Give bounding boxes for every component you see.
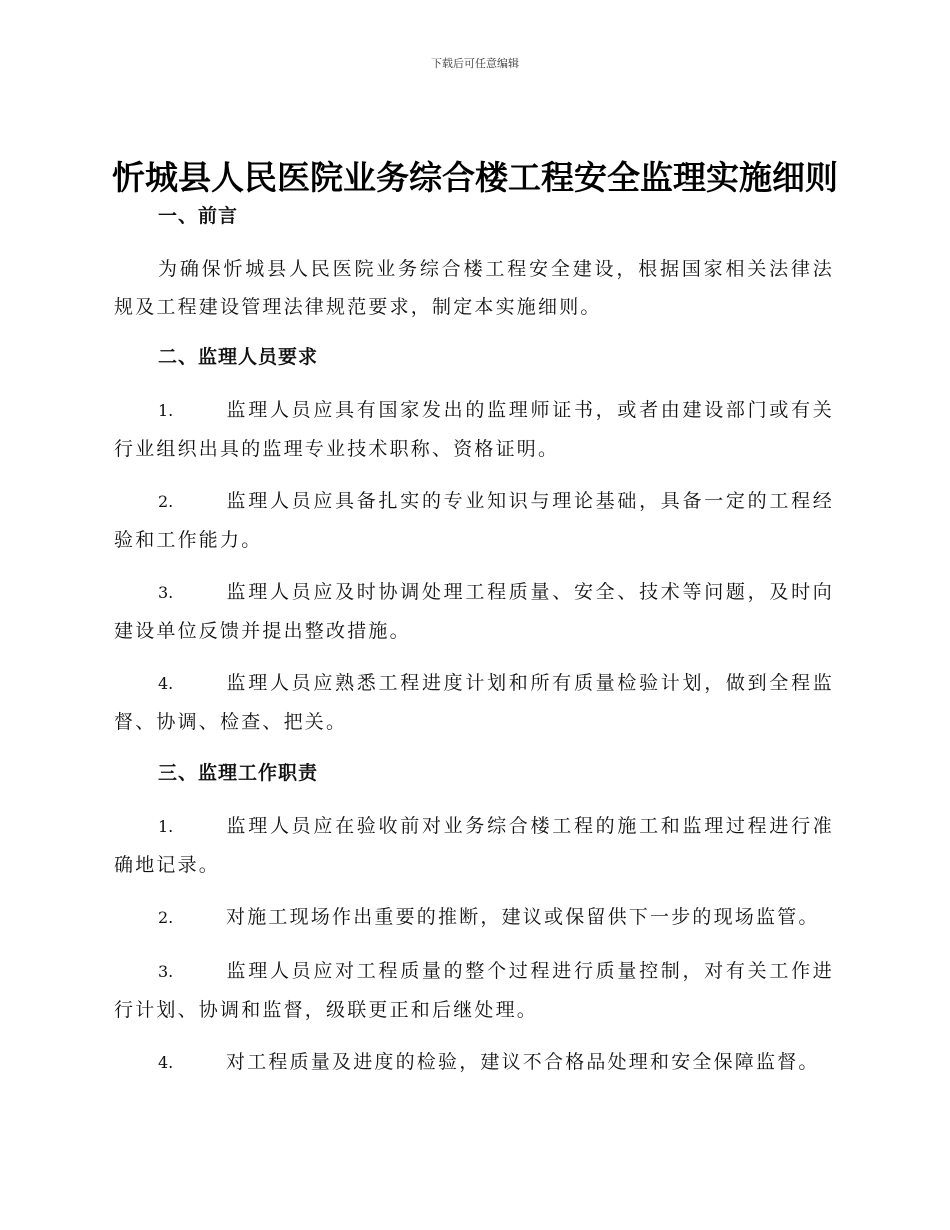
- list-item: [114, 573, 834, 650]
- list-item-text: 监理人员应及时协调处理工程质量、安全、技术等问题，及时向建设单位反馈并提出整改措施。: [114, 581, 834, 642]
- list-item-text: 监理人员应在验收前对业务综合楼工程的施工和监理过程进行准确地记录。: [114, 815, 834, 876]
- list-item: [114, 482, 834, 559]
- list-item: [114, 391, 834, 468]
- list-item-number: 2.: [158, 908, 174, 927]
- list-item: [114, 1043, 834, 1082]
- list-item-number: 2.: [158, 492, 174, 511]
- list-item-number: 4.: [158, 1053, 174, 1072]
- header-note: 下载后可任意编辑: [431, 57, 519, 70]
- list-item-text: 监理人员应熟悉工程进度计划和所有质量检验计划，做到全程监督、协调、检查、把关。: [114, 672, 834, 733]
- document-title: 忻城县人民医院业务综合楼工程安全监理实施细则: [112, 158, 838, 197]
- preface-paragraph: 为确保忻城县人民医院业务综合楼工程安全建设，根据国家相关法律法规及工程建设管理法律规范要求，制定本实施细则。: [114, 258, 834, 318]
- section-heading-preface: 一、前言: [158, 205, 239, 227]
- list-item-text: 监理人员应对工程质量的整个过程进行质量控制，对有关工作进行计划、协调和监督，级联更正和后继处理。: [114, 960, 834, 1021]
- list-item-text: 对施工现场作出重要的推断，建议或保留供下一步的现场监管。: [226, 906, 820, 928]
- section-heading-duties: 三、监理工作职责: [158, 762, 319, 784]
- list-item-number: 3.: [158, 962, 174, 981]
- list-item-number: 4.: [158, 674, 174, 693]
- list-item-text: 对工程质量及进度的检验，建议不合格品处理和安全保障监督。: [226, 1051, 820, 1073]
- list-item: [114, 807, 834, 884]
- list-item-number: 3.: [158, 583, 174, 602]
- list-item-text: 监理人员应具备扎实的专业知识与理论基础，具备一定的工程经验和工作能力。: [114, 490, 834, 551]
- list-item: [114, 952, 834, 1029]
- list-item: [114, 664, 834, 741]
- list-item: [114, 898, 834, 937]
- list-item-number: 1.: [158, 817, 174, 836]
- list-item-number: 1.: [158, 401, 174, 420]
- list-item-text: 监理人员应具有国家发出的监理师证书，或者由建设部门或有关行业组织出具的监理专业技术职称、资格证明。: [114, 399, 834, 460]
- section-heading-personnel-requirements: 二、监理人员要求: [158, 346, 319, 368]
